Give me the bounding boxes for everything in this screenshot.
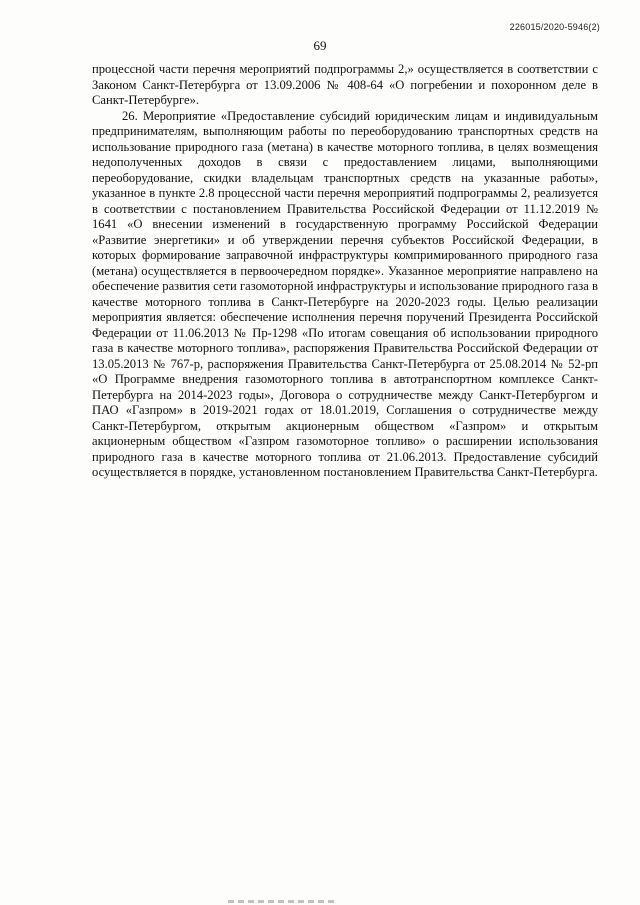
page-number: 69: [313, 38, 327, 53]
paragraph-continued: процессной части перечня мероприятий подпрограммы 2,» осуществляется в соответствии с Законом Санкт-Петербурга от 13.09.2006 № 408-64 «О погребении и похоронном деле в Санкт-Петербурге».: [92, 62, 598, 107]
document-id: 226015/2020-5946(2): [509, 22, 600, 32]
scan-artifact: [228, 900, 338, 903]
paragraph-26: 26. Мероприятие «Предоставление субсидий юридическим лицам и индивидуальным предпринимателям, выполняющим работы по переоборудованию транспортных средств на использование природного газа (метана) в качестве моторного топлива, в целях возмещения недополученных доходов в связи с предоставлением лицами, выполняющими переоборудование, скидки владельцам транспортных средств на указанные работы», указанное в пункте 2.8 процессной части перечня мероприятий подпрограммы 2, реализуется в соответствии с постановлением Правительства Российской Федерации от 11.12.2019 № 1641 «О внесении изменений в государственную программу Российской Федерации «Развитие энергетики» и об утверждении перечня субъектов Российской Федерации, в которых формирование заправочной инфраструктуры компримированного природного газа (метана) осуществляется в первоочередном порядке». Указанное мероприятие направлено на обеспечение развития сети газомоторной инфраструктуры и использование природного газа в качестве моторного топлива в Санкт-Петербурге на 2020-2023 годы. Целью реализации мероприятия является: обеспечение исполнения перечня поручений Президента Российской Федерации от 11.06.2013 № Пр-1298 «По итогам совещания об использовании природного газа в качестве моторного топлива», распоряжения Правительства Российской Федерации от 13.05.2013 № 767-р, распоряжения Правительства Санкт-Петербурга от 25.08.2014 № 52-рп «О Программе внедрения газомоторного топлива в автотранспортном комплексе Санкт-Петербурга на 2014-2023 годы», Договора о сотрудничестве между Санкт-Петербургом и ПАО «Газпром» в 2019-2021 годах от 18.01.2019, Соглашения о сотрудничестве между Санкт-Петербургом, открытым акционерным обществом «Газпром» и открытым акционерным обществом «Газпром газомоторное топливо» о расширении использования природного газа в качестве моторного топлива от 21.06.2013. Предоставление субсидий осуществляется в порядке, установленном постановлением Правительства Санкт-Петербурга.: [92, 108, 598, 479]
document-body: [92, 62, 598, 481]
